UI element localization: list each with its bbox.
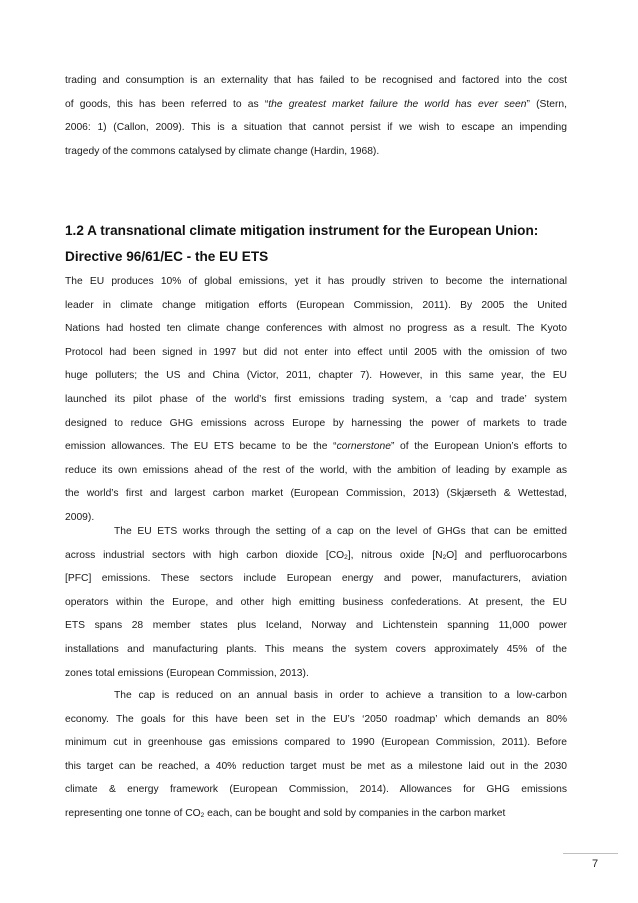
text-run: [PFC] emissions. These sectors include European energy and power, manufacturers, aviation bbox=[65, 573, 567, 585]
text-run: this target can be reached, a 40% reduction target must be met as a milestone laid out in the 2030 bbox=[65, 760, 567, 772]
text-run: O] and perfluorocarbons bbox=[446, 549, 567, 561]
text-run: launched its pilot phase of the world’s first emissions trading system, a ‘cap and trade’ system bbox=[65, 393, 567, 405]
text-line bbox=[65, 520, 567, 544]
text-run: 2009). bbox=[65, 511, 95, 523]
subscript: 2 bbox=[200, 811, 205, 819]
footer-rule bbox=[563, 853, 618, 854]
text-run: 2006: 1) (Callon, 2009). This is a situation that cannot persist if we wish to escape an impending bbox=[65, 122, 567, 134]
text-line bbox=[65, 93, 567, 117]
text-line bbox=[65, 435, 567, 459]
text-run: economy. The goals for this have been set in the EU’s ‘2050 roadmap’ which demands an 80% bbox=[65, 713, 567, 725]
text-run: ” of the European Union’s efforts to bbox=[390, 441, 567, 453]
text-run: climate & energy framework (European Commission, 2014). Allowances for GHG emissions bbox=[65, 784, 567, 796]
text-run: minimum cut in greenhouse gas emissions compared to 1990 (European Commission, 2011). Before bbox=[65, 737, 567, 749]
text-run: Protocol had been signed in 1997 but did not enter into effect until 2005 with the omission of two bbox=[65, 346, 567, 358]
text-run: trading and consumption is an externality that has failed to be recognised and factored into the cost bbox=[65, 75, 567, 86]
text-line bbox=[65, 662, 567, 686]
text-run: the world’s first and largest carbon market (European Commission, 2013) (Skjærseth & Wettestad, bbox=[65, 488, 567, 500]
text-run: huge polluters; the US and China (Victor, 2011, chapter 7). However, in this same year, the EU bbox=[65, 370, 567, 382]
text-line bbox=[65, 459, 567, 483]
text-line bbox=[65, 294, 567, 318]
text-line bbox=[65, 116, 567, 140]
section-heading bbox=[65, 218, 585, 270]
text-run: zones total emissions (European Commission, 2013). bbox=[65, 667, 309, 679]
text-run: each, can be bought and sold by companies in the carbon market bbox=[204, 807, 506, 819]
paragraph-2 bbox=[65, 520, 567, 685]
text-line bbox=[65, 778, 567, 802]
emphasis-quote: the greatest market failure the world has ever seen bbox=[268, 98, 527, 110]
subscript: 2 bbox=[344, 553, 348, 561]
text-line bbox=[65, 708, 567, 732]
text-line bbox=[65, 388, 567, 412]
text-run: Nations had hosted ten climate change conferences with almost no progress as a result. The Kyoto bbox=[65, 323, 567, 335]
text-run: ], nitrous oxide [N bbox=[347, 549, 443, 561]
text-run: of goods, this has been referred to as “ bbox=[65, 98, 269, 110]
text-run: leader in climate change mitigation efforts (European Commission, 2011). By 2005 the United bbox=[65, 299, 567, 311]
intro-paragraph bbox=[65, 69, 567, 163]
text-run: ETS spans 28 member states plus Iceland, Norway and Lichtenstein spanning 11,000 power bbox=[65, 620, 567, 632]
text-run: installations and manufacturing plants. This means the system covers approximately 45% of the bbox=[65, 643, 567, 655]
text-line bbox=[65, 638, 567, 662]
text-line bbox=[65, 482, 567, 506]
text-line bbox=[65, 731, 567, 755]
text-run: emission allowances. The EU ETS became to be the “ bbox=[65, 441, 337, 453]
section-heading-line-1: 1.2 A transnational climate mitigation instrument for the European Union: bbox=[65, 223, 539, 238]
text-line bbox=[65, 684, 567, 708]
text-line bbox=[65, 544, 567, 568]
page-number: 7 bbox=[592, 858, 599, 870]
text-line bbox=[65, 755, 567, 779]
text-run: The cap is reduced on an annual basis in order to achieve a transition to a low-carbon bbox=[114, 690, 567, 701]
emphasis-quote: cornerstone bbox=[336, 441, 391, 453]
text-run: across industrial sectors with high carbon dioxide [CO bbox=[65, 549, 345, 561]
text-run: tragedy of the commons catalysed by climate change (Hardin, 1968). bbox=[65, 145, 380, 157]
text-line bbox=[65, 412, 567, 436]
text-line bbox=[65, 364, 567, 388]
text-run: The EU produces 10% of global emissions, yet it has proudly striven to become the international bbox=[65, 276, 567, 287]
text-run: The EU ETS works through the setting of a cap on the level of GHGs that can be emitted bbox=[114, 526, 567, 537]
text-line bbox=[65, 140, 567, 164]
text-line bbox=[65, 270, 567, 294]
text-run: representing one tonne of CO bbox=[65, 807, 201, 819]
text-line bbox=[65, 317, 567, 341]
text-run: ” (Stern, bbox=[526, 98, 567, 110]
section-heading-line-2: Directive 96/61/EC - the EU ETS bbox=[65, 249, 269, 264]
text-line bbox=[65, 69, 567, 93]
text-run: operators within the Europe, and other high emitting business confederations. At present, the EU bbox=[65, 596, 567, 608]
text-line bbox=[65, 614, 567, 638]
text-line bbox=[65, 591, 567, 615]
subscript: 2 bbox=[442, 553, 447, 561]
text-run: designed to reduce GHG emissions across Europe by harnessing the power of markets to trade bbox=[65, 417, 567, 429]
text-line bbox=[65, 802, 567, 826]
text-line bbox=[65, 341, 567, 365]
paragraph-3 bbox=[65, 684, 567, 826]
text-line bbox=[65, 567, 567, 591]
paragraph-1 bbox=[65, 270, 567, 530]
text-run: reduce its own emissions ahead of the rest of the world, with the ambition of leading by example as bbox=[65, 464, 567, 476]
